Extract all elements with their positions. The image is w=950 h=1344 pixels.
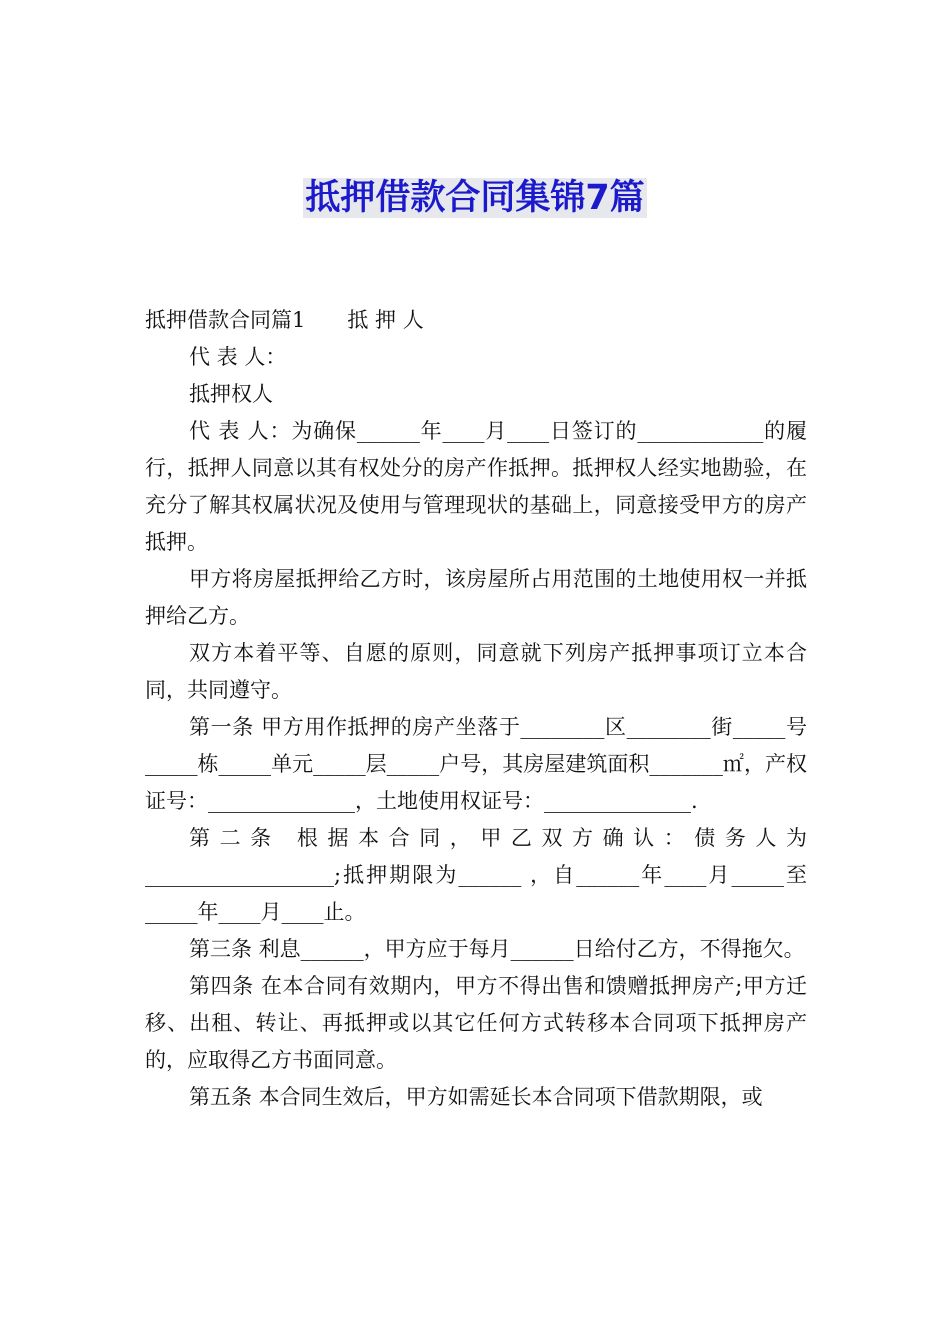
- paragraph: 第三条 利息______，甲方应于每月______日给付乙方，不得拖欠。: [189, 937, 805, 961]
- paragraph: 第一条 甲方用作抵押的房产坐落于________区________街_____号_____栋_____单元_____层_____户号，其房屋建筑面积_______㎡，产权证号：______________，土地使用权证号：______________.: [145, 715, 807, 813]
- document-title: [0, 172, 950, 224]
- paragraph: 抵 押 人: [347, 308, 424, 332]
- paragraph: 第二条 根据本合同，甲乙双方确认：债务人为__________________;抵押期限为______ ，自______年____月_____至_____年____月____止。: [145, 826, 807, 924]
- first-line: [145, 302, 807, 339]
- paragraph: 代 表 人：: [189, 345, 287, 369]
- paragraph: 双方本着平等、自愿的原则，同意就下列房产抵押事项订立本合同，共同遵守。: [145, 641, 807, 702]
- paragraph: 甲方将房屋抵押给乙方时，该房屋所占用范围的土地使用权一并抵押给乙方。: [145, 567, 807, 628]
- paragraph: 第五条 本合同生效后，甲方如需延长本合同项下借款期限，或: [189, 1085, 763, 1109]
- paragraph: 代 表 人：为确保______年____月____日签订的____________的履行，抵押人同意以其有权处分的房产作抵押。抵押权人经实地勘验，在充分了解其权属状况及使用与管理现状的基础上，同意接受甲方的房产抵押。: [145, 419, 807, 554]
- paragraph: 抵押权人: [189, 382, 273, 406]
- paragraph: 第四条 在本合同有效期内，甲方不得出售和馈赠抵押房产;甲方迁移、出租、转让、再抵押或以其它任何方式转移本合同项下抵押房产的，应取得乙方书面同意。: [145, 974, 807, 1072]
- document-title-text: 抵押借款合同集锦7篇: [305, 178, 645, 218]
- section-heading: 抵押借款合同篇1: [145, 308, 306, 332]
- document-body: [145, 302, 807, 1116]
